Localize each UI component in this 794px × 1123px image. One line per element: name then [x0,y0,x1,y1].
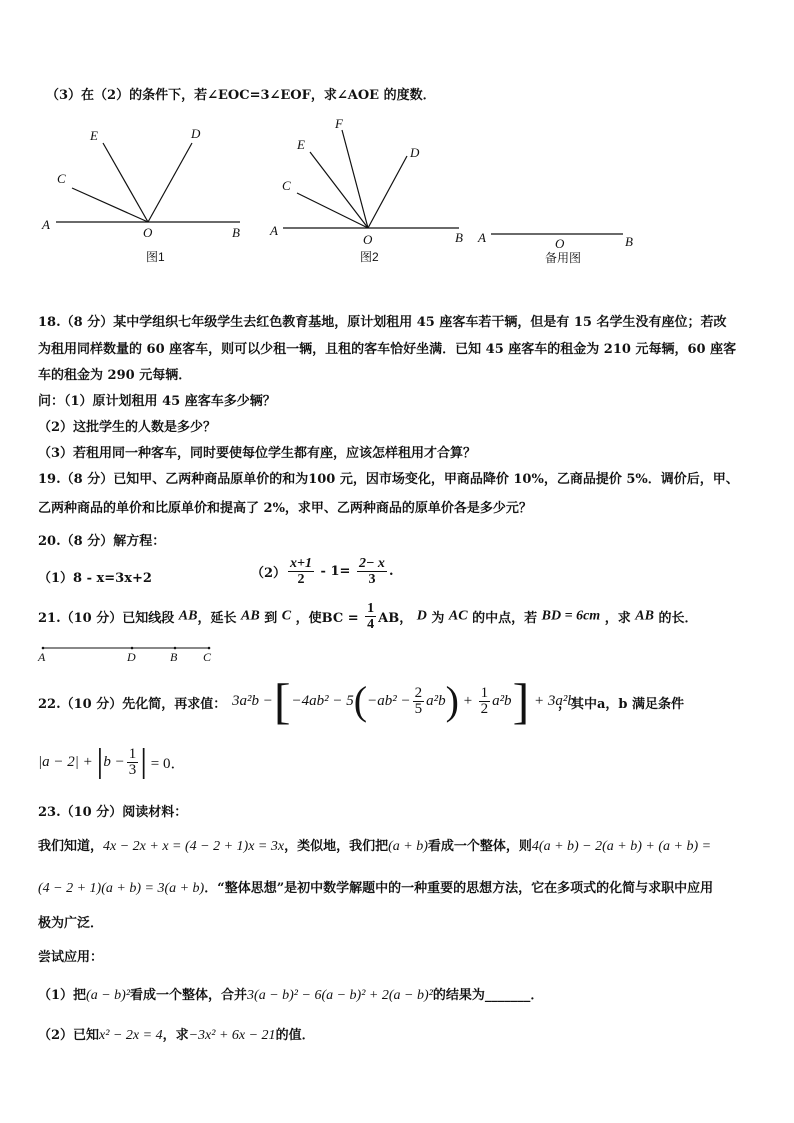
fig3-label-b: B [625,234,633,249]
q23-s2-math2: −3x² + 6x − 21 [188,1028,276,1043]
q20-fraction-2-num: 2− x [358,556,385,571]
q23-s1-math: (a − b)² [86,988,131,1003]
q21-ab-2: AB [240,608,260,624]
q22-bracket-close: ] [512,673,530,729]
q22-fraction-2-den: 2 [480,700,489,717]
q23-l1-math2: (a + b) [388,839,428,854]
q23-s1c: 的结果为 [432,988,485,1003]
q22-cond-fraction [127,747,139,778]
q23-s2a: （2）已知 [38,1028,100,1043]
q23-l2-math: (4 − 2 + 1)(a + b) = 3(a + b) [38,881,205,896]
q21-text [38,601,697,632]
q22-paren-open: ( [353,678,368,723]
q18-line3: 车的租金为 290 元每辆． [38,368,192,383]
q18-line1: 18.（8 分）某中学组织七年级学生去红色教育基地，原计划租用 45 座客车若干辆，但是有 15 名学生没有座位；若改 [38,315,727,330]
fig1-label-b: B [232,225,240,240]
q20-period: . [388,564,394,579]
q20-fraction-1 [288,556,314,587]
q22-condition [38,742,185,782]
q23-s2-math: x² − 2x = 4 [99,1028,163,1043]
q21-t3: ，使BC = [291,611,364,626]
fig3-label-a: A [478,230,486,245]
q20-part1: （1）8 - x=3x+2 [38,571,152,586]
q21-t1: ，延长 [197,611,241,626]
q19-line2: 乙两种商品的单价和比原单价和提高了 2%，求甲、乙两种商品的原单价各是多少元？ [38,501,532,516]
fig1-label-c: C [57,171,66,186]
q22-expr-e: + [458,692,477,709]
q23-l1-math: 4x − 2x + x = (4 − 2 + 1)x = 3x [103,839,285,854]
fig2-label-d: D [410,145,420,160]
q20-fraction-1-num: x+1 [290,556,313,571]
fig2-label-f: F [335,116,343,131]
q23-s1a: （1）把 [38,988,87,1003]
q23-line1 [38,835,711,855]
q22-paren-close: ) [445,678,459,723]
q21-t6: 的中点，若 [467,611,542,626]
q23-s2c: 的值． [275,1028,315,1043]
q23-l2b: ．“整体思想”是初中数学解题中的一种重要的思想方法，它在多项式的化简与求职中应用 [204,881,714,896]
fig1-caption: 图1 [146,250,165,264]
q23-answer-blank: _______ [484,988,531,1003]
q21-ab-3: AB [635,608,654,624]
q22-bracket-open: [ [273,673,291,729]
q22-expr-b: −4ab² − 5 [291,692,354,709]
q23-try: 尝试应用： [38,950,104,965]
q21-t8: 的长． [653,611,698,626]
q21-ac: AC [448,608,468,624]
q20-fraction-2-den: 3 [368,572,376,587]
q23-s1d: ． [530,988,544,1003]
q20-fraction-2 [357,556,387,587]
q22-fraction-2 [479,686,491,717]
q21-t4: AB， [378,611,417,626]
q23-line3: 极为广泛． [38,916,104,931]
q22-expr-g: + 3a²b [530,692,575,709]
q21-t7: ，求 [600,611,636,626]
q22-fraction-1 [413,686,425,717]
fig1-label-e: E [90,128,98,143]
q21-fraction [365,601,376,632]
q22-fraction-2-num: 1 [480,684,489,701]
q20-part2-label: （2） [251,566,287,581]
q22-fraction-1-num: 2 [414,684,423,701]
fig1-label-d: D [191,126,201,141]
fig2-label-b: B [455,230,463,245]
q21-fraction-num: 1 [367,601,375,616]
q20-head: 20.（8 分）解方程： [38,534,166,549]
q23-l1a: 我们知道， [38,839,104,854]
q22-expression [232,673,575,729]
fig1-label-o: O [143,225,153,240]
q21-c: C [281,608,292,624]
q23-s1-math2: 3(a − b)² − 6(a − b)² + 2(a − b)² [247,988,433,1003]
fig1-label-a: A [42,217,50,232]
q21-point-c: C [203,650,212,664]
q18-sub3: （3）若租用同一种客车，同时要使每位学生都有座，应该怎样租用才合算？ [38,446,477,461]
q21-t2: 到 [259,611,282,626]
fig2-label-c: C [282,178,291,193]
q20-fraction-1-den: 2 [297,572,305,587]
q22-cond-c: = 0． [147,755,186,772]
q22-fraction-1-den: 5 [414,700,423,717]
q23-line2 [38,877,713,897]
q21-prefix: 21.（10 分）已知线段 [38,611,179,626]
fig2-label-e: E [297,137,305,152]
q21-ab-1: AB [178,608,198,624]
q19-line1: 19.（8 分）已知甲、乙两种商品原单价的和为100 元，因市场变化，甲商品降价 10%，乙商品提价 5%．调价后，甲、 [38,472,739,487]
q21-t5: 为 [426,611,449,626]
q22-cond-a: |a − 2| + [38,753,97,770]
q23-l1c: 看成一个整体，则 [427,839,532,854]
q21-point-d: D [127,650,136,664]
q23-sub1 [38,984,543,1004]
fig3-caption: 备用图 [545,251,582,265]
q20-part2 [251,556,393,587]
q18-line2: 为租用同样数量的 60 座客车，则可以少租一辆，且租的客车恰好坐满．已知 45 座客车的租金为 210 元每辆，60 座客 [38,342,737,357]
q22-cond-fraction-den: 3 [128,761,137,778]
q21-bd: BD = 6cm [541,608,601,624]
q23-s2b: ，求 [162,1028,189,1043]
fig3-label-o: O [555,236,565,251]
fig2-label-o: O [363,232,373,247]
q22-expr-d: a²b [426,692,446,709]
fig2-label-a: A [270,223,278,238]
q23-head: 23.（10 分）阅读材料： [38,805,188,820]
q22-abs-open: | [96,743,104,780]
q17-part3: （3）在（2）的条件下，若∠EOC=3∠EOF，求∠AOE 的度数． [46,88,436,103]
q21-point-a: A [38,650,46,664]
q21-fraction-den: 4 [367,617,375,632]
q21-point-b: B [170,650,178,664]
q23-s1b: 看成一个整体，合并 [130,988,248,1003]
q23-sub2 [38,1024,315,1044]
q21-d: D [416,608,427,624]
q22-suffix: ，其中a，b 满足条件 [558,697,685,712]
q22-expr-c: −ab² − [367,692,411,709]
q22-expr-f: a²b [492,692,512,709]
q23-l1b: ，类似地，我们把 [284,839,389,854]
q22-cond-fraction-num: 1 [128,745,137,762]
q18-sub2: （2）这批学生的人数是多少？ [38,420,217,435]
q23-l1-math3: 4(a + b) − 2(a + b) + (a + b) = [531,839,712,854]
q22-cond-b: b − [103,753,125,770]
q18-sub1: 问：（1）原计划租用 45 座客车多少辆？ [38,394,276,409]
q22-prefix: 22.（10 分）先化简，再求值： [38,697,227,712]
q20-minus-one: - 1= [316,564,355,579]
q22-abs-close: | [140,743,147,780]
fig2-caption: 图2 [360,250,379,264]
q22-expr-a: 3a²b − [232,692,273,709]
